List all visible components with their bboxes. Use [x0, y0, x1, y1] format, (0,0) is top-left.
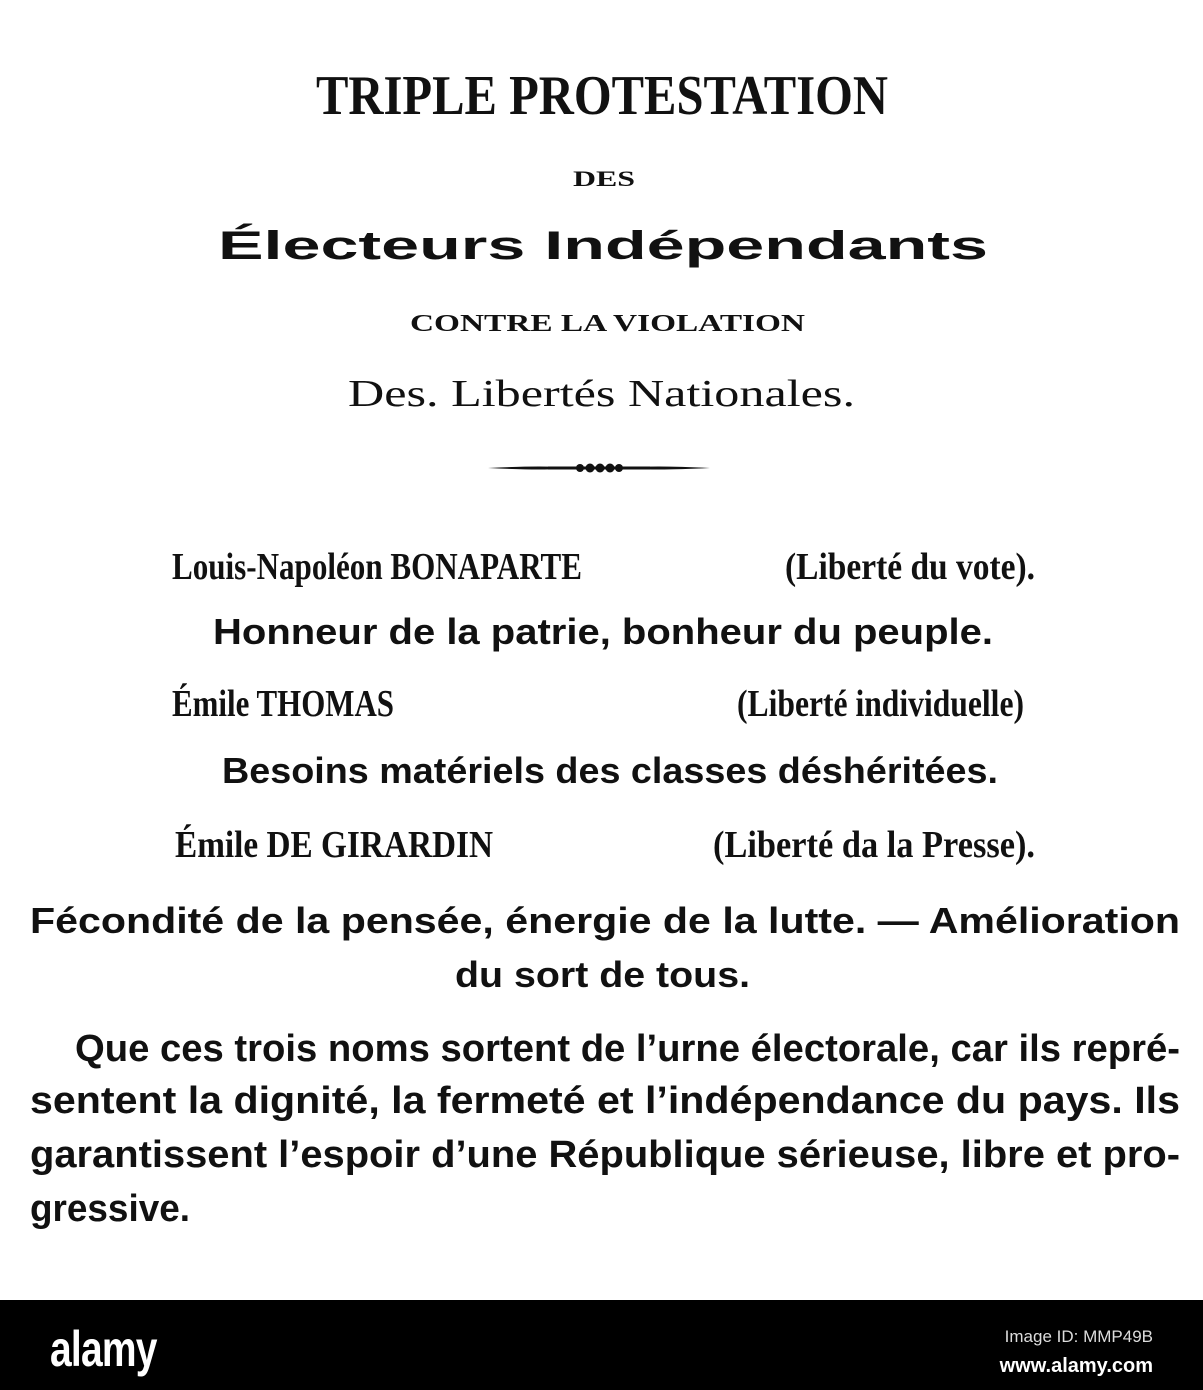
candidate-name-1: Louis-Napoléon BONAPARTE	[172, 546, 582, 588]
candidate-motto-2: Besoins matériels des classes déshéritées.	[222, 750, 998, 791]
des-heading: DES	[573, 166, 635, 191]
subtitle: Électeurs Indépendants	[218, 224, 988, 268]
libertes-heading: Des. Libertés Nationales.	[348, 373, 855, 415]
watermark-bar	[0, 1300, 1203, 1390]
image-id: Image ID: MMP49B	[1004, 1327, 1153, 1346]
candidate-motto-1: Honneur de la patrie, bonheur du peuple.	[213, 611, 993, 652]
candidate-liberty-1: (Liberté du vote).	[785, 546, 1035, 588]
candidate-name-3: Émile DE GIRARDIN	[175, 824, 493, 866]
contre-heading: CONTRE LA VIOLATION	[410, 311, 805, 337]
watermark-url: www.alamy.com	[999, 1355, 1153, 1377]
candidate-name-2: Émile THOMAS	[172, 683, 394, 725]
title: TRIPLE PROTESTATION	[316, 65, 888, 127]
candidate-liberty-3: (Liberté da la Presse).	[713, 824, 1035, 866]
paragraph-line-2: sentent la dignité, la fermeté et l’indépendance du pays. Ils	[30, 1080, 1180, 1122]
candidate-motto-3-line-2: du sort de tous.	[455, 954, 750, 995]
alamy-logo: alamy	[50, 1321, 157, 1377]
paragraph-line-3: garantissent l’espoir d’une République sérieuse, libre et pro-	[30, 1134, 1180, 1176]
candidate-motto-3-line-1: Fécondité de la pensée, énergie de la lutte. — Amélioration	[30, 900, 1180, 941]
ornament-divider	[488, 462, 710, 474]
candidate-liberty-2: (Liberté individuelle)	[737, 683, 1024, 725]
paragraph-line-1: Que ces trois noms sortent de l’urne électorale, car ils repré-	[75, 1028, 1180, 1070]
paragraph-line-4: gressive.	[30, 1188, 190, 1230]
